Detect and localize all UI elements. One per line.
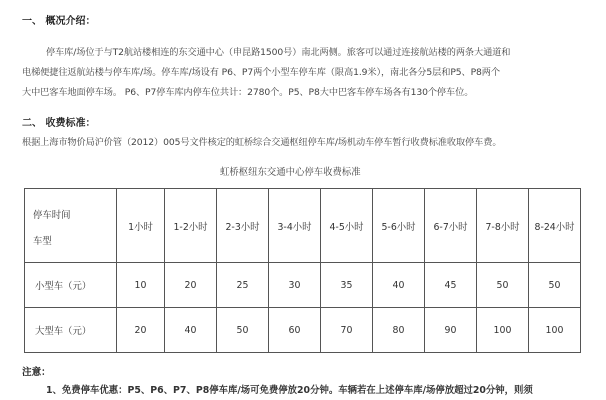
column-header: 2-3小时 bbox=[217, 189, 269, 263]
header-vehicle-label: 车型 bbox=[33, 236, 52, 247]
table-header-row bbox=[25, 189, 581, 263]
table-cell: 50 bbox=[529, 263, 581, 308]
column-header: 3-4小时 bbox=[269, 189, 321, 263]
header-corner-cell bbox=[25, 189, 117, 263]
column-header: 7-8小时 bbox=[477, 189, 529, 263]
intro-line-3: 大中巴客车地面停车场。 P6、P7停车库内停车位共计：2780个。P5、P8大中巴客车停车场各有130个停车位。 bbox=[22, 87, 474, 98]
table-row-small-car bbox=[25, 263, 581, 308]
table-cell: 45 bbox=[425, 263, 477, 308]
fee-table bbox=[24, 188, 581, 353]
table-cell: 100 bbox=[477, 308, 529, 353]
column-header: 5-6小时 bbox=[373, 189, 425, 263]
table-cell: 90 bbox=[425, 308, 477, 353]
notes-line-1: 1、免费停车优惠：P5、P6、P7、P8停车库/场可免费停放20分钟。车辆若在上述停车库/场停放超过20分钟，则须 bbox=[46, 385, 533, 396]
section2-heading: 二、 收费标准： bbox=[22, 118, 96, 129]
table-cell: 80 bbox=[373, 308, 425, 353]
column-header: 8-24小时 bbox=[529, 189, 581, 263]
notes-heading: 注意： bbox=[22, 367, 51, 378]
table-cell: 20 bbox=[165, 263, 217, 308]
table-cell: 40 bbox=[165, 308, 217, 353]
table-cell: 60 bbox=[269, 308, 321, 353]
table-cell: 35 bbox=[321, 263, 373, 308]
table-cell: 50 bbox=[477, 263, 529, 308]
row-label: 小型车（元） bbox=[25, 263, 117, 308]
table-cell: 50 bbox=[217, 308, 269, 353]
fee-basis-text: 根据上海市物价局沪价管（2012）005号文件核定的虹桥综合交通枢纽停车库/场机动车停车暂行收费标准收取停车费。 bbox=[22, 137, 502, 148]
header-time-label: 停车时间 bbox=[33, 210, 71, 221]
table-cell: 25 bbox=[217, 263, 269, 308]
table-cell: 40 bbox=[373, 263, 425, 308]
column-header: 1-2小时 bbox=[165, 189, 217, 263]
table-cell: 100 bbox=[529, 308, 581, 353]
column-header: 6-7小时 bbox=[425, 189, 477, 263]
table-cell: 30 bbox=[269, 263, 321, 308]
table-cell: 10 bbox=[117, 263, 165, 308]
table-caption: 虹桥枢纽东交通中心停车收费标准 bbox=[220, 167, 361, 178]
intro-line-2: 电梯便捷往返航站楼与停车库/场。停车库/场设有 P6、P7两个小型车停车库（限高1.9米），南北各分5层和P5、P8两个 bbox=[22, 67, 500, 78]
intro-line-1: 停车库/场位于与T2航站楼相连的东交通中心（申昆路1500号）南北两侧。旅客可以通过连接航站楼的两条大通道和 bbox=[46, 47, 511, 58]
row-label: 大型车（元） bbox=[25, 308, 117, 353]
table-cell: 20 bbox=[117, 308, 165, 353]
table-cell: 70 bbox=[321, 308, 373, 353]
column-header: 4-5小时 bbox=[321, 189, 373, 263]
table-row-large-car bbox=[25, 308, 581, 353]
column-header: 1小时 bbox=[117, 189, 165, 263]
section1-heading: 一、 概况介绍： bbox=[22, 16, 96, 27]
